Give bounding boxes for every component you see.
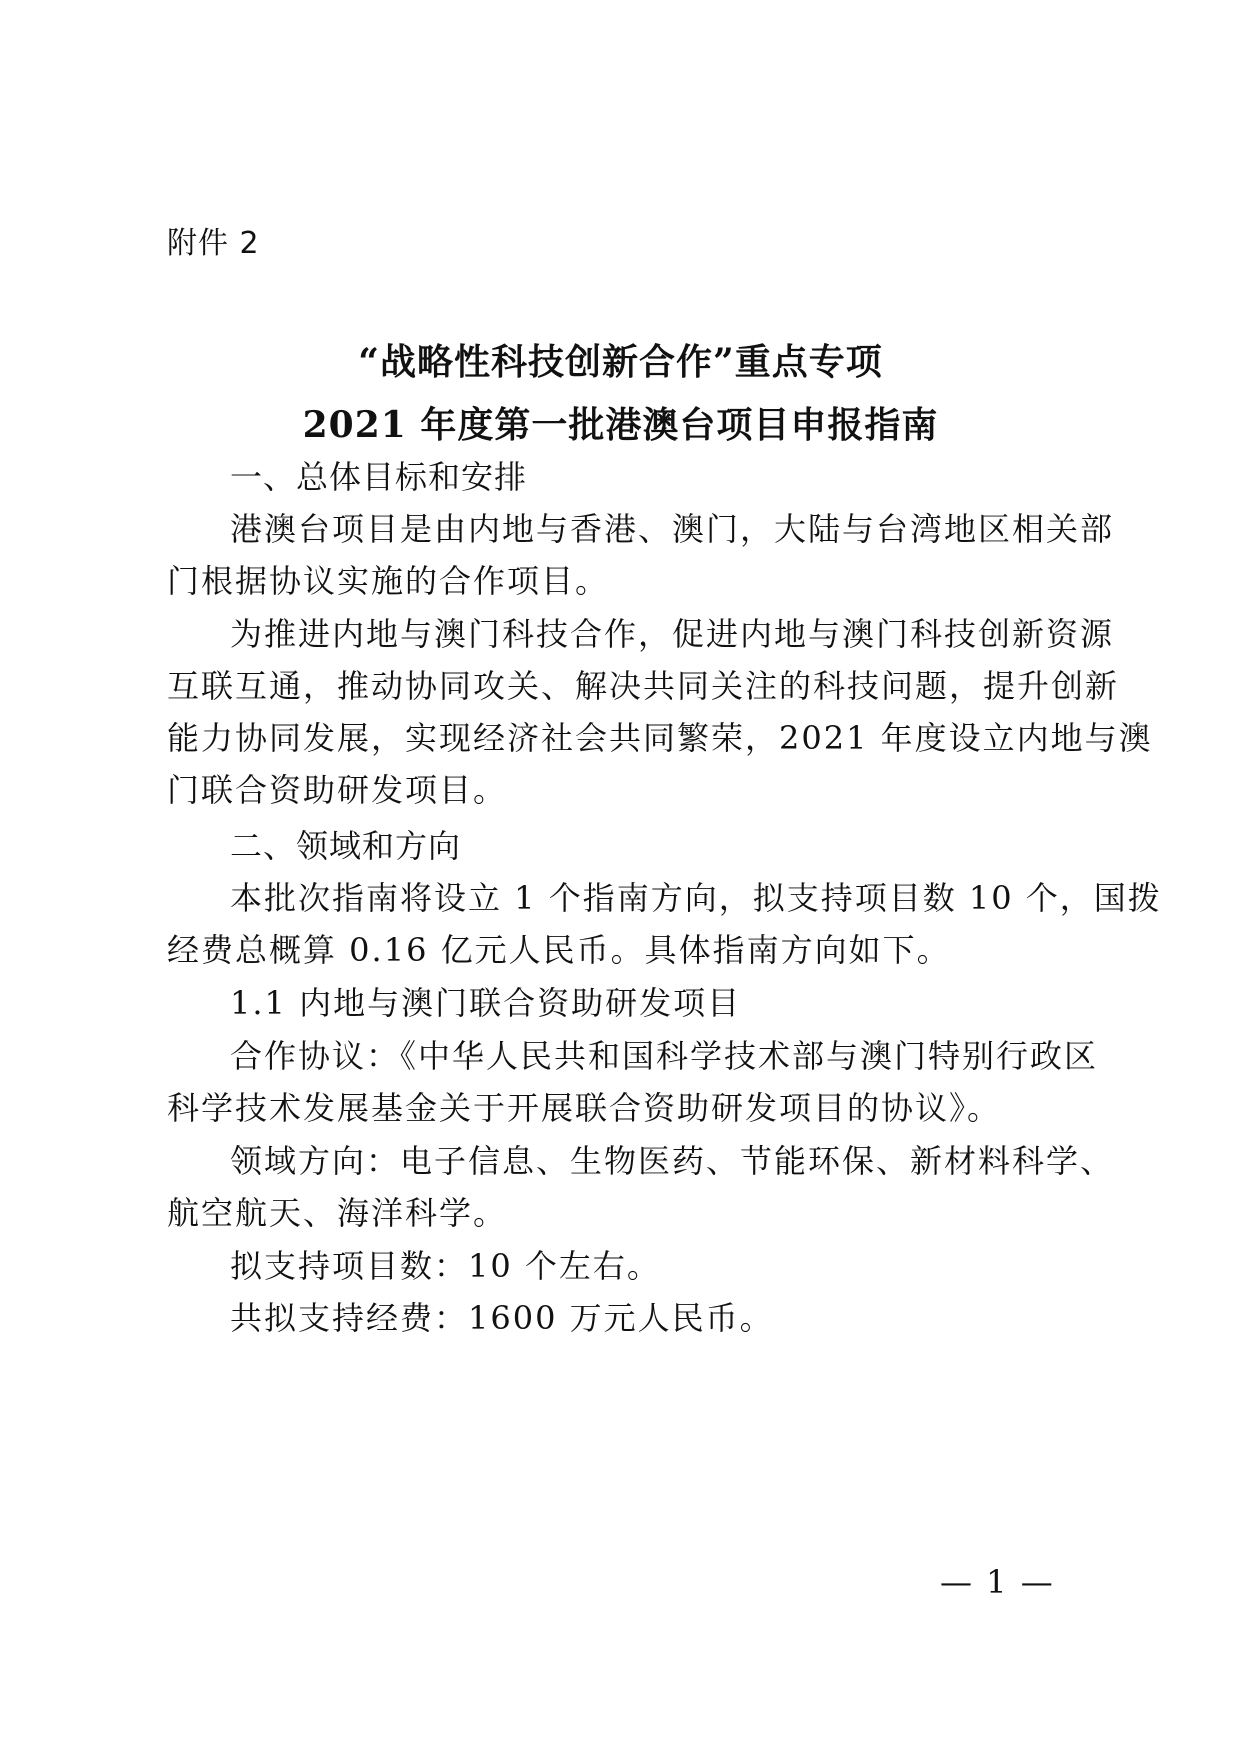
fields-line-1: 领域方向：电子信息、生物医药、节能环保、新材料科学、 bbox=[230, 1142, 1115, 1180]
section-2-paragraph-1-line-1: 本批次指南将设立 1 个指南方向，拟支持项目数 10 个，国拨 bbox=[230, 879, 1162, 917]
section-1-paragraph-2-line-3: 能力协同发展，实现经济社会共同繁荣，2021 年度设立内地与澳 bbox=[167, 719, 1153, 757]
attachment-label: 附件 2 bbox=[167, 226, 260, 261]
document-title-line-1: “战略性科技创新合作”重点专项 bbox=[358, 341, 883, 383]
funding-line: 共拟支持经费：1600 万元人民币。 bbox=[230, 1299, 774, 1337]
section-1-heading: 一、总体目标和安排 bbox=[230, 458, 528, 496]
fields-line-2: 航空航天、海洋科学。 bbox=[167, 1194, 508, 1232]
agreement-line-1: 合作协议：《中华人民共和国科学技术部与澳门特别行政区 bbox=[230, 1037, 1099, 1075]
projects-count-line: 拟支持项目数：10 个左右。 bbox=[230, 1247, 661, 1285]
section-1-paragraph-2-line-1: 为推进内地与澳门科技合作，促进内地与澳门科技创新资源 bbox=[230, 615, 1115, 653]
page-number: — 1 — bbox=[940, 1563, 1055, 1601]
section-2-paragraph-1-line-2: 经费总概算 0.16 亿元人民币。具体指南方向如下。 bbox=[167, 931, 951, 969]
section-2-heading: 二、领域和方向 bbox=[230, 827, 462, 865]
document-title-line-2: 2021 年度第一批港澳台项目申报指南 bbox=[302, 404, 939, 446]
section-1-paragraph-1-line-1: 港澳台项目是由内地与香港、澳门，大陆与台湾地区相关部 bbox=[230, 510, 1115, 548]
section-1-paragraph-2-line-2: 互联互通，推动协同攻关、解决共同关注的科技问题，提升创新 bbox=[167, 667, 1120, 705]
section-1-paragraph-1-line-2: 门根据协议实施的合作项目。 bbox=[167, 562, 610, 600]
section-1-paragraph-2-line-4: 门联合资助研发项目。 bbox=[167, 771, 508, 809]
subsection-1-1-heading: 1.1 内地与澳门联合资助研发项目 bbox=[230, 984, 742, 1022]
agreement-line-2: 科学技术发展基金关于开展联合资助研发项目的协议》。 bbox=[167, 1089, 1002, 1127]
